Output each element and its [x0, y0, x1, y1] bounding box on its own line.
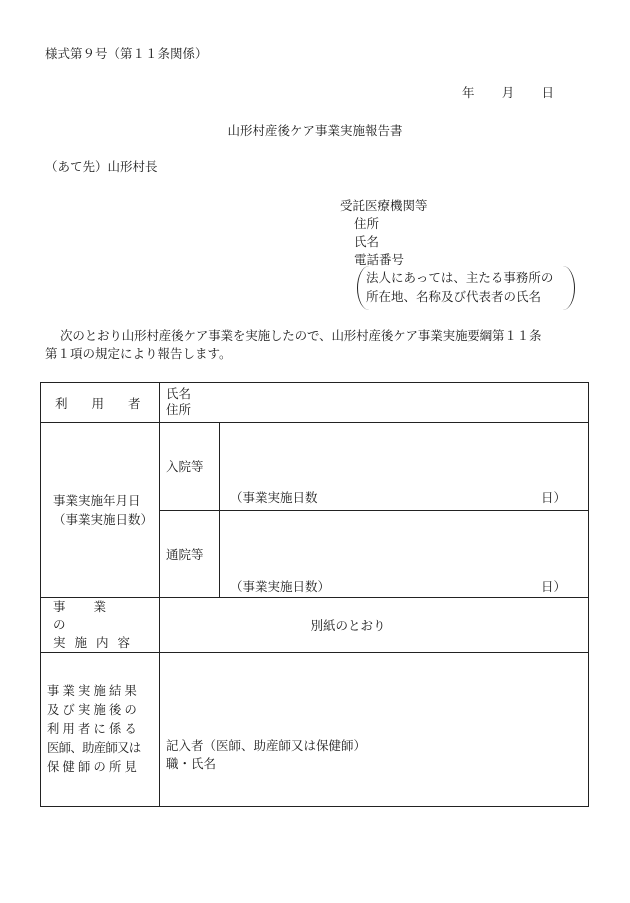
- page-title: 山形村産後ケア事業実施報告書: [227, 123, 403, 138]
- recorder-label: 記入者（医師、助産師又は保健師）: [166, 738, 367, 753]
- results-label-line2: 及び実施後の: [47, 703, 140, 717]
- content-label-line2: 実施内容: [53, 635, 140, 650]
- inpatient-label: 入院等: [166, 459, 204, 474]
- dates-label-line2: （事業実施日数）: [53, 512, 154, 527]
- inpatient-days-unit: 日）: [541, 489, 567, 505]
- user-name-label: 氏名: [166, 386, 192, 401]
- outpatient-label: 通院等: [166, 547, 204, 562]
- results-label-line3: 利用者に係る: [47, 722, 140, 736]
- outpatient-label-cell: [160, 511, 220, 598]
- content-row: [41, 598, 589, 653]
- user-label: 利用者: [55, 395, 165, 411]
- user-row: [41, 383, 589, 423]
- form-number: 様式第９号（第１１条関係）: [45, 46, 208, 61]
- outpatient-days-unit: 日）: [541, 578, 567, 594]
- user-address-label: 住所: [166, 402, 192, 417]
- corporate-note-line2: 所在地、名称及び代表者の氏名: [366, 289, 542, 304]
- recorder-name-label: 職・氏名: [166, 756, 217, 771]
- content-value-cell[interactable]: [160, 598, 589, 653]
- dates-label-line1: 事業実施年月日: [53, 493, 141, 508]
- results-value-cell[interactable]: [160, 653, 589, 807]
- month-label: 月: [501, 85, 515, 100]
- outpatient-value-cell[interactable]: [220, 511, 589, 598]
- user-value-cell[interactable]: [160, 383, 589, 423]
- report-table: [40, 382, 589, 807]
- inpatient-value-cell[interactable]: [220, 423, 589, 511]
- body-text-line1: 次のとおり山形村産後ケア事業を実施したので、山形村産後ケア事業実施要綱第１１条: [60, 328, 542, 343]
- user-label-cell: [41, 383, 165, 423]
- date-line: [462, 87, 554, 100]
- addressee: （あて先）山形村長: [45, 159, 158, 174]
- body-text-line2: 第１項の規定により報告します。: [45, 346, 232, 361]
- content-value: 別紙のとおり: [310, 618, 386, 633]
- inpatient-label-cell: [160, 423, 220, 511]
- year-label: 年: [462, 85, 475, 100]
- outpatient-days-label: （事業実施日数）: [230, 578, 331, 594]
- results-label-line1: 事業実施結果: [47, 684, 140, 698]
- day-label: 日: [541, 85, 554, 100]
- corporate-note-line1: 法人にあっては、主たる事務所の: [366, 270, 554, 285]
- dates-label-cell: [41, 423, 160, 598]
- content-label-line1: 事業の: [53, 599, 135, 632]
- inpatient-row: [41, 423, 589, 511]
- results-label-line4: 医師、助産師又は: [47, 741, 141, 755]
- reporter-heading: 受託医療機関等: [340, 198, 428, 213]
- reporter-phone-label: 電話番号: [354, 252, 405, 267]
- results-row: [41, 653, 589, 807]
- reporter-name-label: 氏名: [354, 234, 380, 249]
- content-label-cell: [41, 598, 160, 653]
- inpatient-days-label: （事業実施日数: [230, 489, 318, 505]
- results-label-cell: [41, 653, 160, 807]
- reporter-address-label: 住所: [354, 216, 380, 231]
- results-label-line5: 保健師の所見: [47, 760, 140, 774]
